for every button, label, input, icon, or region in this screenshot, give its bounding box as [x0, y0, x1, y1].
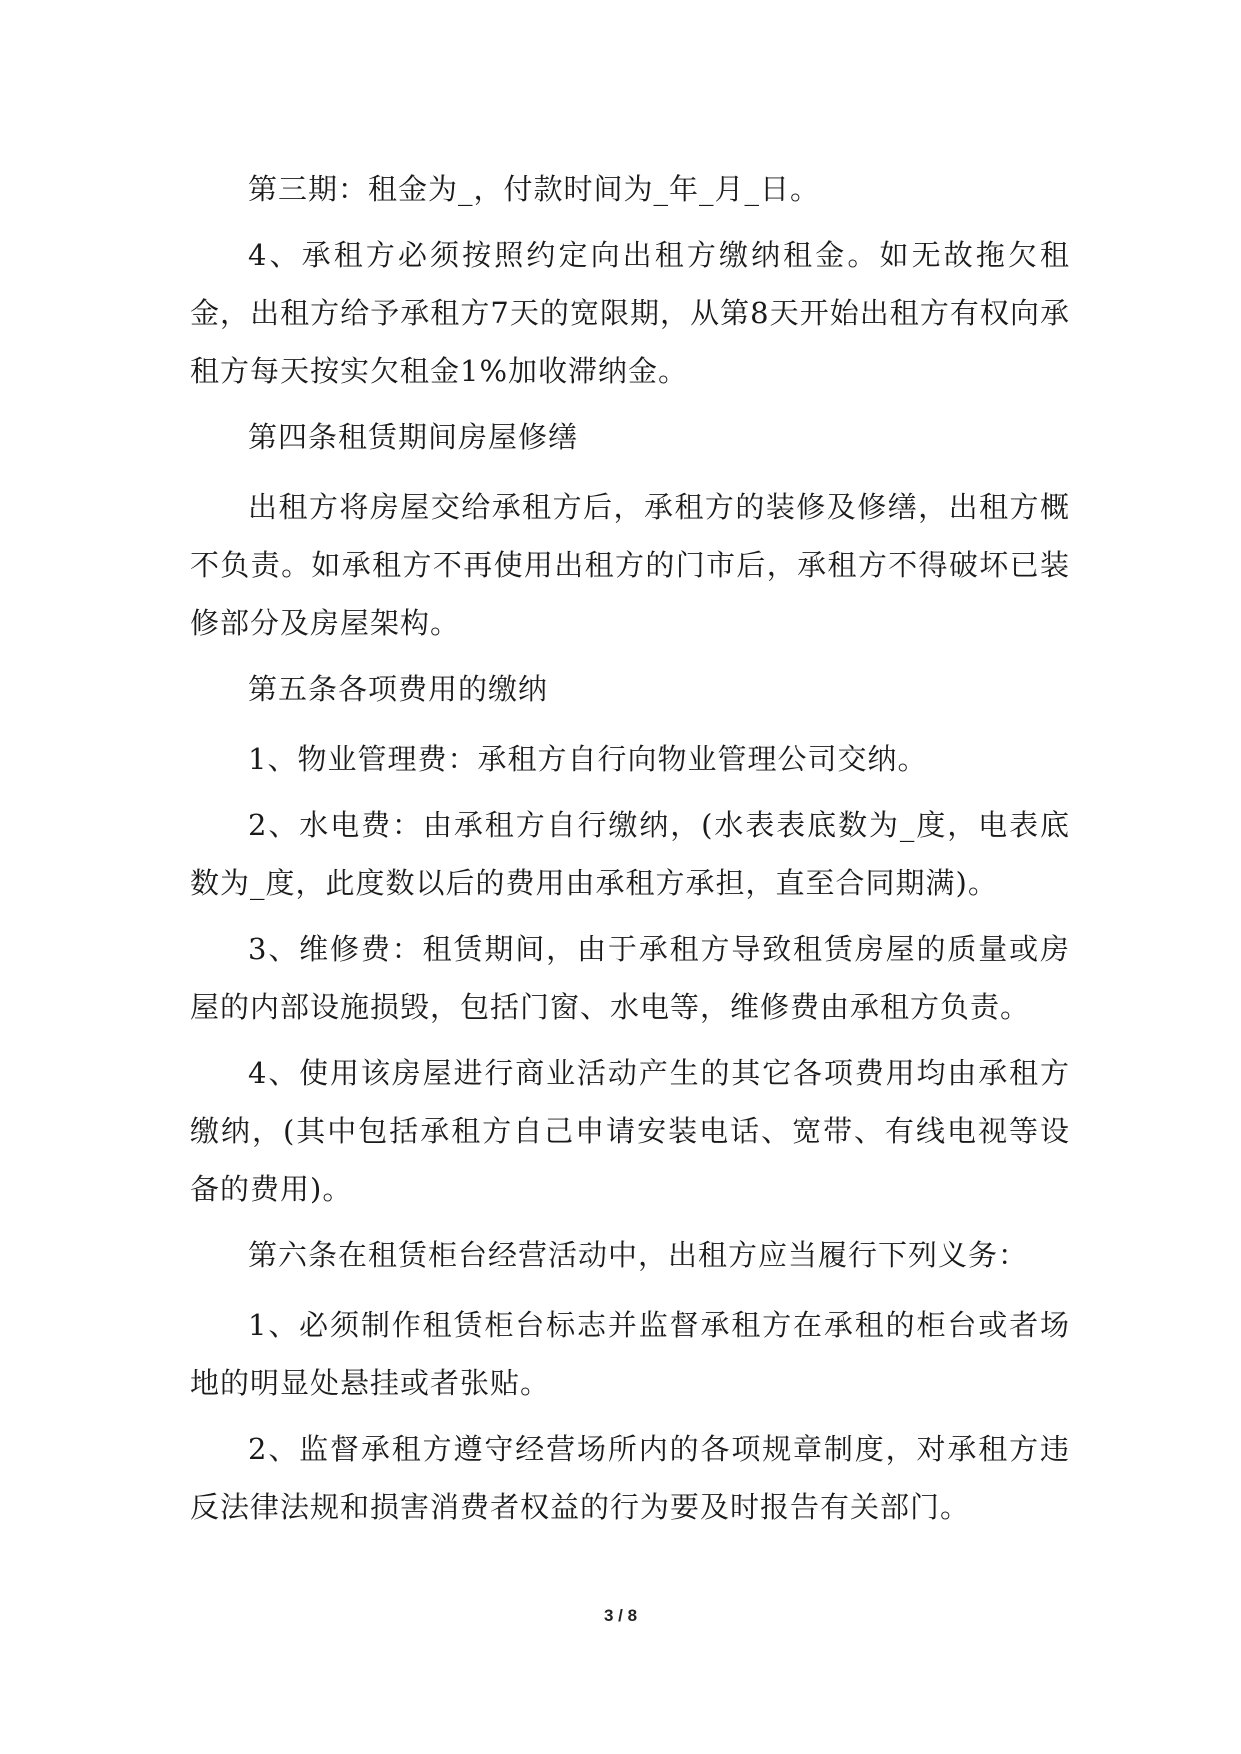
paragraph-property-fee: 1、物业管理费：承租方自行向物业管理公司交纳。 [248, 742, 928, 776]
paragraph-obligation-2: 2、监督承租方遵守经营场所内的各项规章制度，对承租方违反法律法规和损害消费者权益的行为要及时报告有关部门。 [190, 1432, 1070, 1524]
document-body [190, 160, 1070, 1544]
paragraph-other-fees: 4、使用该房屋进行商业活动产生的其它各项费用均由承租方缴纳，(其中包括承租方自己申请安装电话、宽带、有线电视等设备的费用)。 [190, 1056, 1070, 1206]
heading-article-4: 第四条租赁期间房屋修缮 [248, 420, 579, 454]
paragraph-obligation-1: 1、必须制作租赁柜台标志并监督承租方在承租的柜台或者场地的明显处悬挂或者张贴。 [190, 1308, 1070, 1400]
heading-article-5: 第五条各项费用的缴纳 [248, 672, 549, 706]
paragraph-rent-third-installment: 第三期：租金为_，付款时间为_年_月_日。 [248, 172, 821, 206]
heading-article-6: 第六条在租赁柜台经营活动中，出租方应当履行下列义务： [248, 1238, 1029, 1272]
paragraph-maintenance-fee: 3、维修费：租赁期间，由于承租方导致租赁房屋的质量或房屋的内部设施损毁，包括门窗、水电等，维修费由承租方负责。 [190, 932, 1070, 1024]
paragraph-late-payment: 4、承租方必须按照约定向出租方缴纳租金。如无故拖欠租金，出租方给予承租方7天的宽限期，从第8天开始出租方有权向承租方每天按实欠租金1%加收滞纳金。 [190, 238, 1070, 388]
page-number: 3 / 8 [603, 1606, 638, 1625]
paragraph-utilities-fee: 2、水电费：由承租方自行缴纳，(水表表底数为_度，电表底数为_度，此度数以后的费用由承租方承担，直至合同期满)。 [190, 808, 1070, 900]
paragraph-repairs: 出租方将房屋交给承租方后，承租方的装修及修缮，出租方概不负责。如承租方不再使用出租方的门市后，承租方不得破坏已装修部分及房屋架构。 [190, 490, 1070, 640]
